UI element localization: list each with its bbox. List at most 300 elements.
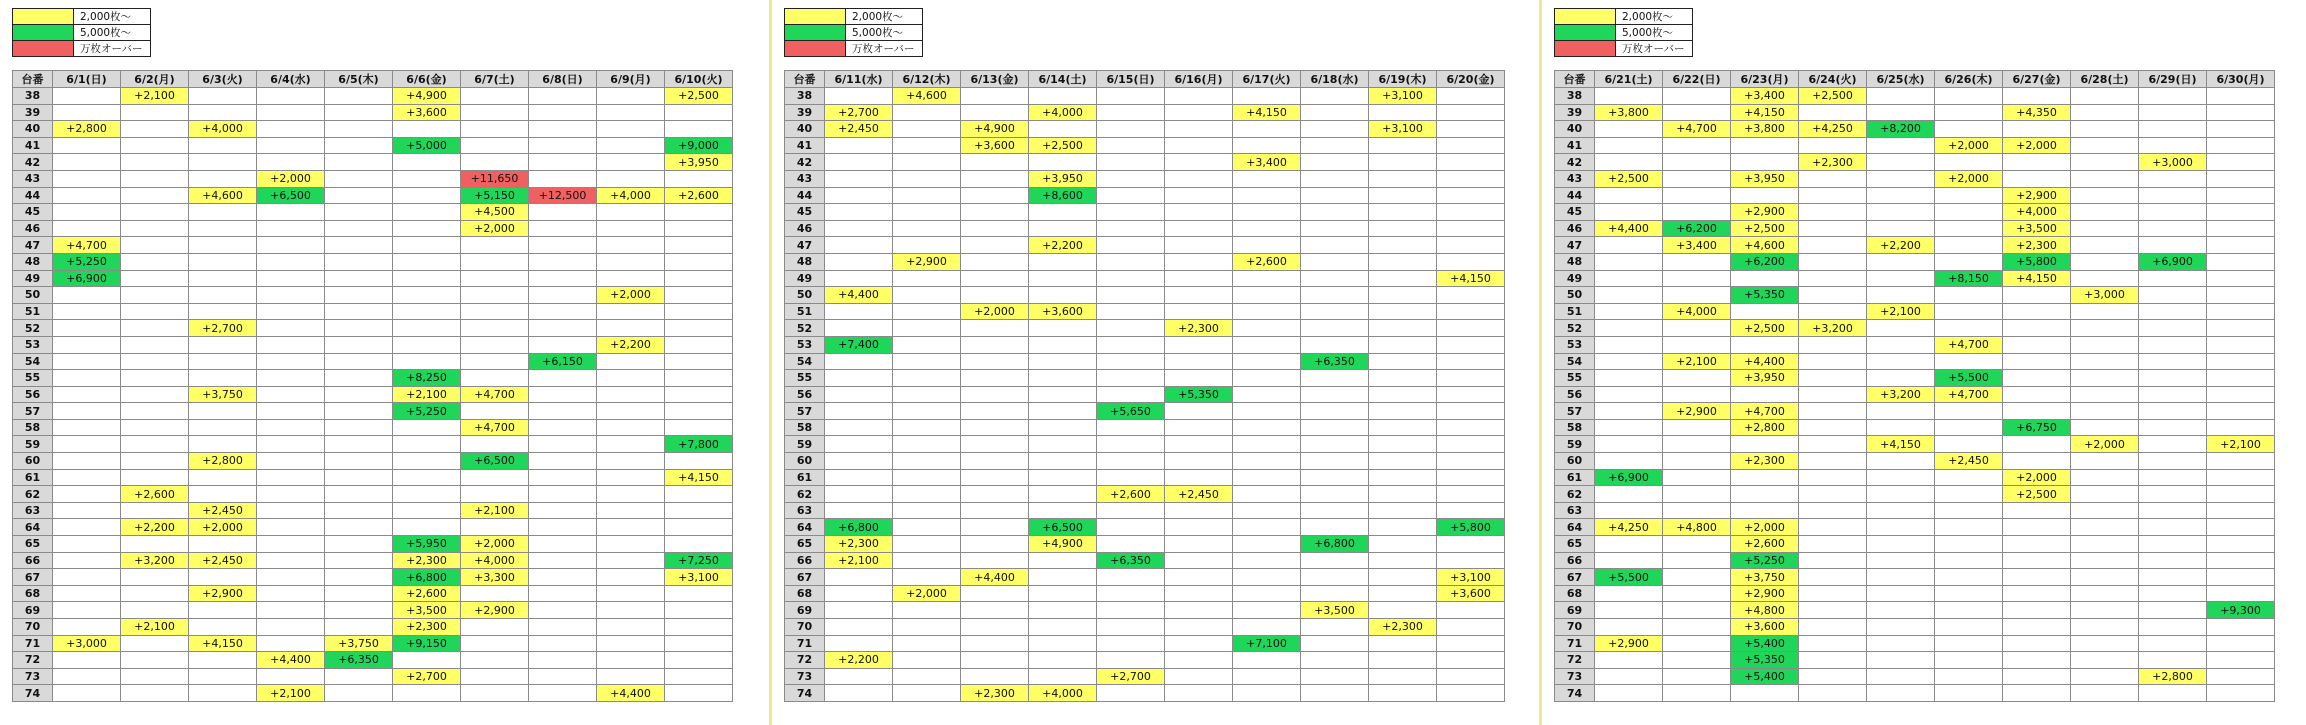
table-cell: +2,600 [121, 486, 189, 503]
table-cell [1663, 253, 1731, 270]
table-cell: +2,200 [1867, 237, 1935, 254]
table-row [13, 320, 733, 337]
table-cell [461, 403, 529, 420]
table-cell: +2,200 [597, 336, 665, 353]
table-cell [597, 469, 665, 486]
table-cell [1097, 253, 1165, 270]
table-cell [325, 220, 393, 237]
table-cell [53, 403, 121, 420]
table-cell [961, 502, 1029, 519]
table-cell: +3,750 [325, 635, 393, 652]
table-cell [1369, 170, 1437, 187]
table-cell [665, 121, 733, 138]
table-cell [325, 370, 393, 387]
table-cell [121, 685, 189, 702]
table-cell [1097, 121, 1165, 138]
table-row [785, 204, 1505, 221]
table-cell [393, 469, 461, 486]
table-cell [1165, 469, 1233, 486]
table-cell [325, 88, 393, 105]
legend [784, 8, 923, 57]
table-cell [2071, 253, 2139, 270]
table-cell: +3,800 [1731, 121, 1799, 138]
table-cell [665, 270, 733, 287]
table-cell [1369, 536, 1437, 553]
table-cell [121, 536, 189, 553]
table-cell [1867, 569, 1935, 586]
table-cell: +3,800 [1595, 104, 1663, 121]
row-header-machine: 58 [785, 419, 825, 436]
table-cell: +4,700 [1935, 336, 2003, 353]
table-cell [1437, 287, 1505, 304]
table-cell [1799, 336, 1867, 353]
table-cell [257, 154, 325, 171]
table-cell [597, 270, 665, 287]
table-cell [529, 104, 597, 121]
table-cell: +3,750 [1731, 569, 1799, 586]
table-cell: +3,100 [665, 569, 733, 586]
table-row [1555, 585, 2275, 602]
table-cell [2003, 652, 2071, 669]
table-row [785, 370, 1505, 387]
table-cell [1301, 453, 1369, 470]
table-cell [1731, 486, 1799, 503]
table-cell [1301, 370, 1369, 387]
table-cell [1935, 436, 2003, 453]
table-cell [2139, 519, 2207, 536]
table-cell [53, 386, 121, 403]
table-cell [961, 469, 1029, 486]
table-cell: +8,150 [1935, 270, 2003, 287]
table-cell: +2,450 [825, 121, 893, 138]
table-cell [961, 320, 1029, 337]
table-cell [189, 469, 257, 486]
table-cell: +4,600 [189, 187, 257, 204]
table-cell [1369, 436, 1437, 453]
table-cell [189, 170, 257, 187]
row-header-machine: 45 [13, 204, 53, 221]
table-cell [893, 220, 961, 237]
table-cell [529, 386, 597, 403]
legend-label: 万枚オーバー [846, 41, 923, 57]
table-row [785, 652, 1505, 669]
table-cell: +3,000 [2139, 154, 2207, 171]
table-cell [2207, 536, 2275, 553]
table-cell [1301, 336, 1369, 353]
table-cell [1595, 336, 1663, 353]
calendar-panel-1 [0, 0, 768, 725]
table-cell [1165, 287, 1233, 304]
table-cell [2071, 104, 2139, 121]
table-cell: +8,600 [1029, 187, 1097, 204]
table-cell: +2,600 [1731, 536, 1799, 553]
table-cell [1595, 270, 1663, 287]
row-header-machine: 57 [1555, 403, 1595, 420]
table-cell [1029, 320, 1097, 337]
table-cell [1663, 585, 1731, 602]
table-cell [2139, 685, 2207, 702]
row-header-machine: 72 [1555, 652, 1595, 669]
table-cell [53, 419, 121, 436]
table-cell [1663, 170, 1731, 187]
table-cell [1233, 370, 1301, 387]
table-cell [1799, 220, 1867, 237]
column-header-date: 6/10(火) [665, 71, 733, 88]
table-cell: +2,450 [189, 502, 257, 519]
table-row [785, 569, 1505, 586]
row-header-machine: 60 [785, 453, 825, 470]
table-cell [893, 121, 961, 138]
table-cell [2139, 237, 2207, 254]
table-cell [1731, 685, 1799, 702]
table-cell: +2,000 [893, 585, 961, 602]
table-cell [2139, 121, 2207, 138]
table-row [13, 137, 733, 154]
row-header-machine: 57 [785, 403, 825, 420]
table-cell [2003, 552, 2071, 569]
table-cell [2003, 170, 2071, 187]
table-row [785, 287, 1505, 304]
table-cell [825, 370, 893, 387]
table-cell: +4,150 [189, 635, 257, 652]
table-cell [189, 287, 257, 304]
row-header-machine: 51 [1555, 303, 1595, 320]
table-cell [2071, 320, 2139, 337]
table-cell [529, 170, 597, 187]
table-cell [393, 419, 461, 436]
column-header-date: 6/30(月) [2207, 71, 2275, 88]
table-row [1555, 685, 2275, 702]
table-cell [2207, 187, 2275, 204]
table-cell [1867, 104, 1935, 121]
table-cell [325, 668, 393, 685]
table-cell [1165, 668, 1233, 685]
table-cell [529, 585, 597, 602]
table-row [785, 668, 1505, 685]
table-cell [121, 204, 189, 221]
table-cell [2071, 519, 2139, 536]
table-row [785, 536, 1505, 553]
table-row [13, 519, 733, 536]
table-row [1555, 187, 2275, 204]
table-cell [2139, 220, 2207, 237]
table-cell [189, 536, 257, 553]
table-row [1555, 220, 2275, 237]
table-row [13, 552, 733, 569]
table-cell [53, 353, 121, 370]
table-cell [1663, 104, 1731, 121]
table-cell [1867, 403, 1935, 420]
row-header-machine: 42 [785, 154, 825, 171]
table-cell [257, 502, 325, 519]
table-cell: +2,000 [2003, 469, 2071, 486]
table-cell [393, 270, 461, 287]
table-cell [1595, 502, 1663, 519]
table-cell [597, 453, 665, 470]
table-cell [529, 336, 597, 353]
table-cell [1935, 303, 2003, 320]
table-cell [1029, 353, 1097, 370]
table-cell [1935, 685, 2003, 702]
table-cell [1437, 552, 1505, 569]
table-cell [393, 519, 461, 536]
table-cell [893, 403, 961, 420]
table-cell [121, 403, 189, 420]
table-cell [529, 137, 597, 154]
row-header-machine: 67 [1555, 569, 1595, 586]
table-cell [257, 303, 325, 320]
table-cell [2207, 88, 2275, 105]
table-cell [529, 519, 597, 536]
table-cell [393, 170, 461, 187]
table-cell [893, 154, 961, 171]
table-cell: +5,500 [1935, 370, 2003, 387]
table-cell [665, 635, 733, 652]
legend-label: 5,000枚～ [74, 25, 151, 41]
table-cell [1233, 436, 1301, 453]
row-header-machine: 59 [1555, 436, 1595, 453]
table-cell [1097, 652, 1165, 669]
table-cell [2071, 386, 2139, 403]
table-cell: +6,150 [529, 353, 597, 370]
table-cell [1165, 619, 1233, 636]
table-cell [529, 619, 597, 636]
table-cell [2003, 685, 2071, 702]
table-cell [461, 685, 529, 702]
row-header-machine: 61 [785, 469, 825, 486]
table-cell: +4,150 [2003, 270, 2071, 287]
table-cell [53, 602, 121, 619]
table-cell [2003, 585, 2071, 602]
table-cell [189, 436, 257, 453]
row-header-machine: 52 [1555, 320, 1595, 337]
column-header-date: 6/12(木) [893, 71, 961, 88]
table-cell [1867, 353, 1935, 370]
table-cell [1731, 469, 1799, 486]
table-row [13, 204, 733, 221]
table-cell [665, 204, 733, 221]
row-header-machine: 57 [13, 403, 53, 420]
table-cell: +5,150 [461, 187, 529, 204]
table-cell [1935, 486, 2003, 503]
table-cell [257, 270, 325, 287]
table-row [785, 237, 1505, 254]
table-cell: +6,900 [2139, 253, 2207, 270]
table-cell [1233, 320, 1301, 337]
table-cell [665, 237, 733, 254]
table-cell [529, 270, 597, 287]
table-cell [665, 652, 733, 669]
table-cell: +12,500 [529, 187, 597, 204]
table-cell [1595, 287, 1663, 304]
table-cell [597, 436, 665, 453]
table-cell [325, 270, 393, 287]
table-cell [325, 170, 393, 187]
table-cell [2003, 619, 2071, 636]
table-cell [1097, 685, 1165, 702]
table-cell: +9,300 [2207, 602, 2275, 619]
row-header-machine: 51 [785, 303, 825, 320]
row-header-machine: 38 [1555, 88, 1595, 105]
table-cell [1867, 187, 1935, 204]
table-cell [1595, 154, 1663, 171]
table-row [1555, 104, 2275, 121]
row-header-machine: 41 [785, 137, 825, 154]
table-cell [1097, 320, 1165, 337]
table-cell [325, 436, 393, 453]
table-cell [257, 237, 325, 254]
row-header-machine: 44 [1555, 187, 1595, 204]
table-cell: +2,900 [893, 253, 961, 270]
table-cell [1029, 154, 1097, 171]
table-cell [893, 619, 961, 636]
table-cell [2139, 386, 2207, 403]
table-row [1555, 137, 2275, 154]
table-cell [1799, 353, 1867, 370]
table-cell [1867, 536, 1935, 553]
table-cell: +2,000 [2003, 137, 2071, 154]
table-row [785, 353, 1505, 370]
table-cell [1165, 635, 1233, 652]
table-cell: +3,200 [1867, 386, 1935, 403]
table-cell [257, 320, 325, 337]
table-cell: +2,600 [1233, 253, 1301, 270]
table-cell [2003, 386, 2071, 403]
table-cell [2139, 403, 2207, 420]
table-cell [893, 386, 961, 403]
table-cell [597, 154, 665, 171]
column-header-date: 6/24(火) [1799, 71, 1867, 88]
table-cell [1301, 519, 1369, 536]
legend-label: 万枚オーバー [1616, 41, 1693, 57]
table-cell [1097, 270, 1165, 287]
table-cell [257, 536, 325, 553]
table-cell [1799, 536, 1867, 553]
table-cell [1867, 154, 1935, 171]
column-header-date: 6/13(金) [961, 71, 1029, 88]
table-cell [1369, 253, 1437, 270]
table-cell: +2,100 [2207, 436, 2275, 453]
table-cell [461, 121, 529, 138]
table-cell [893, 536, 961, 553]
table-cell [189, 220, 257, 237]
table-cell: +2,100 [1663, 353, 1731, 370]
table-cell [121, 652, 189, 669]
table-row [13, 685, 733, 702]
table-cell [461, 469, 529, 486]
table-cell [1301, 436, 1369, 453]
table-cell [1595, 353, 1663, 370]
table-cell [1867, 486, 1935, 503]
row-header-machine: 38 [785, 88, 825, 105]
table-cell [1029, 436, 1097, 453]
table-cell [597, 204, 665, 221]
table-cell [529, 370, 597, 387]
table-cell [257, 88, 325, 105]
table-cell: +3,100 [1369, 121, 1437, 138]
table-cell [1437, 154, 1505, 171]
table-cell [1799, 403, 1867, 420]
table-cell [121, 220, 189, 237]
table-cell [53, 585, 121, 602]
table-cell: +7,800 [665, 436, 733, 453]
table-cell [665, 519, 733, 536]
table-cell [393, 685, 461, 702]
column-header-date: 6/2(月) [121, 71, 189, 88]
table-cell [2071, 88, 2139, 105]
table-cell [257, 253, 325, 270]
table-cell [1935, 187, 2003, 204]
table-cell [1029, 270, 1097, 287]
table-cell [1097, 204, 1165, 221]
table-cell: +6,750 [2003, 419, 2071, 436]
table-cell [1595, 602, 1663, 619]
table-cell [893, 453, 961, 470]
table-cell: +5,800 [1437, 519, 1505, 536]
table-cell [53, 104, 121, 121]
table-row [1555, 486, 2275, 503]
row-header-machine: 73 [785, 668, 825, 685]
table-cell [2071, 469, 2139, 486]
table-cell [189, 668, 257, 685]
table-cell [597, 237, 665, 254]
row-header-machine: 42 [1555, 154, 1595, 171]
table-cell [961, 237, 1029, 254]
table-cell [1369, 419, 1437, 436]
table-cell [2071, 370, 2139, 387]
table-cell [529, 453, 597, 470]
table-cell [1369, 303, 1437, 320]
table-cell [1233, 353, 1301, 370]
table-cell [53, 619, 121, 636]
table-cell [2207, 585, 2275, 602]
table-cell [2207, 204, 2275, 221]
table-cell: +2,000 [961, 303, 1029, 320]
table-cell [1437, 668, 1505, 685]
table-row [785, 453, 1505, 470]
table-cell [1663, 619, 1731, 636]
table-cell: +4,700 [461, 386, 529, 403]
table-cell: +2,300 [393, 552, 461, 569]
column-header-date: 6/17(火) [1233, 71, 1301, 88]
table-cell [53, 536, 121, 553]
table-cell [2139, 303, 2207, 320]
table-cell [529, 237, 597, 254]
table-row [785, 486, 1505, 503]
table-cell [1233, 187, 1301, 204]
table-cell [529, 602, 597, 619]
table-cell [1437, 253, 1505, 270]
table-row [785, 220, 1505, 237]
table-cell [961, 652, 1029, 669]
table-cell [1935, 121, 2003, 138]
table-cell: +2,800 [2139, 668, 2207, 685]
table-cell [825, 154, 893, 171]
table-cell [121, 635, 189, 652]
table-cell [1029, 403, 1097, 420]
table-cell [121, 336, 189, 353]
table-row [785, 187, 1505, 204]
table-cell: +4,150 [1867, 436, 1935, 453]
row-header-machine: 43 [1555, 170, 1595, 187]
table-cell [1731, 502, 1799, 519]
table-cell: +3,400 [1663, 237, 1731, 254]
table-cell [1165, 237, 1233, 254]
data-table [784, 70, 1505, 702]
table-cell [53, 170, 121, 187]
table-cell [893, 370, 961, 387]
table-cell: +6,900 [1595, 469, 1663, 486]
